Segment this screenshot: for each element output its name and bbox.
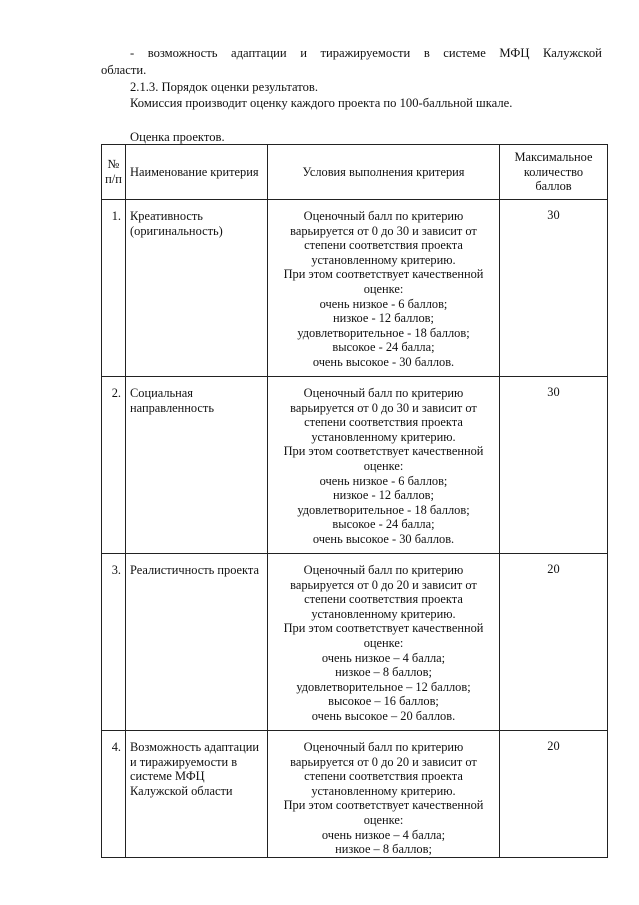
row-condition (268, 731, 500, 858)
row-num: 2. (102, 377, 126, 554)
row-max-score: 20 (500, 554, 608, 731)
intro-word: - (130, 46, 135, 60)
row-condition (268, 554, 500, 731)
table-caption: Оценка проектов. (130, 130, 225, 144)
condition-line: низкое – 8 баллов; (335, 665, 432, 680)
condition-line: оценке: (363, 458, 404, 473)
condition-line: степени соответствия проекта (304, 415, 463, 430)
row-criterion-name: Креативность (оригинальность) (126, 200, 268, 377)
row-criterion-name: Реалистичность проекта (126, 554, 268, 731)
condition-line: При этом соответствует качественной (283, 267, 484, 282)
row-criterion-name: Возможность адаптации и тиражируемости в системе МФЦ Калужской области (126, 731, 268, 858)
intro-word: системе (443, 46, 486, 60)
intro-word: возможность (147, 46, 218, 60)
commission-text: Комиссия производит оценку каждого проекта по 100-балльной шкале. (130, 96, 513, 110)
condition-line: варьируется от 0 до 30 и зависит от (290, 223, 477, 238)
header-max: Максимальное количество баллов (500, 145, 608, 200)
intro-word: в (423, 46, 430, 60)
condition-line: очень высокое – 20 баллов. (311, 708, 456, 723)
condition-line: высокое - 24 балла; (332, 517, 435, 532)
intro-word: тиражируемости (320, 46, 411, 60)
condition-line: При этом соответствует качественной (283, 621, 484, 636)
condition-line: очень низкое - 6 баллов; (319, 296, 448, 311)
condition-line: очень высокое - 30 баллов. (312, 354, 455, 369)
condition-line: оценке: (363, 812, 404, 827)
table-header-row (102, 145, 608, 200)
condition-line: степени соответствия проекта (304, 769, 463, 784)
condition-line: При этом соответствует качественной (283, 798, 484, 813)
condition-line: степени соответствия проекта (304, 592, 463, 607)
intro-line-1 (130, 46, 602, 61)
condition-line: оценке: (363, 635, 404, 650)
condition-line: степени соответствия проекта (304, 238, 463, 253)
condition-line: оценке: (363, 281, 404, 296)
table-row (102, 731, 608, 858)
row-num: 4. (102, 731, 126, 858)
condition-line: Оценочный балл по критерию (303, 563, 464, 577)
header-condition: Условия выполнения критерия (268, 145, 500, 200)
condition-line: очень высокое - 30 баллов. (312, 531, 455, 546)
condition-line: Оценочный балл по критерию (303, 386, 464, 400)
condition-line: При этом соответствует качественной (283, 444, 484, 459)
condition-line: Оценочный балл по критерию (303, 740, 464, 754)
condition-line: очень низкое - 6 баллов; (319, 473, 448, 488)
condition-line: высокое – 16 баллов; (328, 694, 439, 709)
table-row (102, 200, 608, 377)
condition-line: варьируется от 0 до 30 и зависит от (290, 400, 477, 415)
condition-line: низкое – 8 баллов; (335, 842, 432, 857)
condition-line: Оценочный балл по критерию (303, 209, 464, 223)
condition-line: варьируется от 0 до 20 и зависит от (290, 754, 477, 769)
row-max-score: 30 (500, 200, 608, 377)
table-row (102, 554, 608, 731)
condition-line: низкое - 12 баллов; (333, 488, 434, 503)
intro-word: Калужской (542, 46, 602, 60)
intro-word: и (300, 46, 307, 60)
condition-line: удовлетворительное – 12 баллов; (296, 679, 471, 694)
criteria-table (101, 144, 608, 858)
condition-line: удовлетворительное - 18 баллов; (297, 325, 470, 340)
condition-line: установленному критерию. (311, 429, 456, 444)
condition-line: удовлетворительное - 18 баллов; (297, 502, 470, 517)
condition-line: очень низкое – 4 балла; (321, 650, 446, 665)
condition-line: установленному критерию. (311, 252, 456, 267)
row-max-score: 20 (500, 731, 608, 858)
intro-word: адаптации (231, 46, 287, 60)
row-condition (268, 377, 500, 554)
condition-line: низкое - 12 баллов; (333, 311, 434, 326)
row-num: 3. (102, 554, 126, 731)
condition-line: установленному критерию. (311, 606, 456, 621)
row-condition (268, 200, 500, 377)
intro-line-2: области. (101, 63, 147, 77)
header-name: Наименование критерия (126, 145, 268, 200)
condition-line: очень низкое – 4 балла; (321, 827, 446, 842)
header-num: № п/п (102, 145, 126, 200)
intro-word: МФЦ (499, 46, 530, 60)
row-max-score: 30 (500, 377, 608, 554)
row-criterion-name: Социальная направленность (126, 377, 268, 554)
row-num: 1. (102, 200, 126, 377)
table-row (102, 377, 608, 554)
condition-line: установленному критерию. (311, 783, 456, 798)
condition-line: высокое - 24 балла; (332, 340, 435, 355)
section-heading: 2.1.3. Порядок оценки результатов. (130, 80, 319, 94)
condition-line: варьируется от 0 до 20 и зависит от (290, 577, 477, 592)
